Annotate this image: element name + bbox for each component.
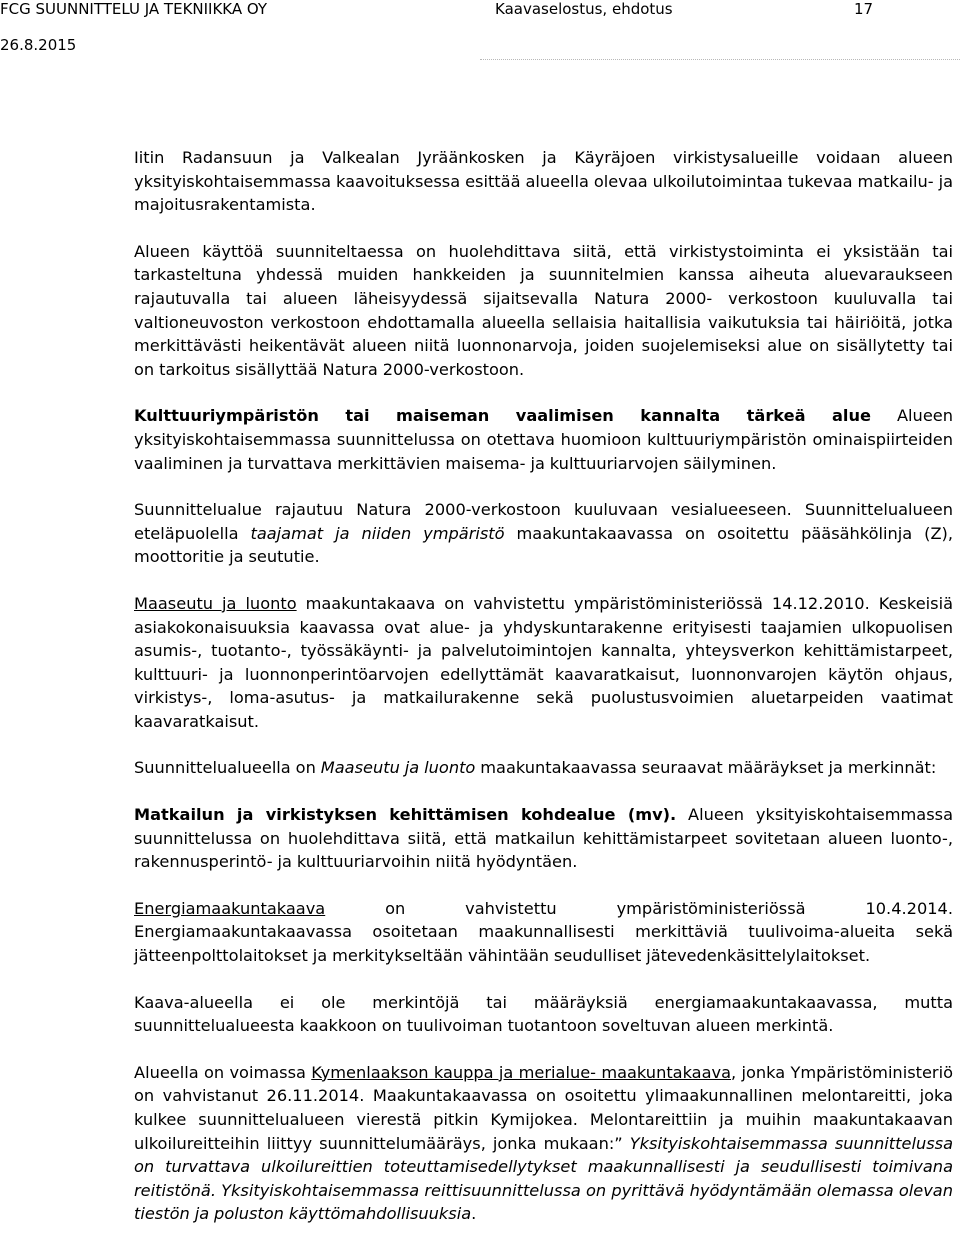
page-header <box>0 0 960 62</box>
paragraph-text: on vahvistettu ympäristöministeriössä 10.4.2014. Energiamaakuntakaavassa osoitetaan maakunnallisesti merkittäviä tuulivoima-alueita sekä jätteenpolttolaitokset ja merkitykseltään vähintään seudulliset jätevedenkäsittelylaitokset. <box>134 898 953 966</box>
paragraph-heading: Kulttuuriympäristön tai maiseman vaalimisen kannalta tärkeä alue <box>134 406 871 426</box>
paragraph-text: maakuntakaavassa seuraavat määräykset ja merkinnät: <box>475 758 937 778</box>
paragraph-energy-regional-plan <box>134 897 953 968</box>
link-kymenlaakso-plan[interactable]: Kymenlaakson kauppa ja merialue- maakuntakaava <box>311 1062 732 1082</box>
header-company-name: FCG SUUNNITTELU JA TEKNIIKKA OY <box>0 0 268 18</box>
document-body <box>134 146 953 1249</box>
paragraph-heading: Matkailun ja virkistyksen kehittämisen kohdealue (mv). <box>134 805 677 825</box>
paragraph-italic-quote: Yksityiskohtaisemmassa suunnittelussa on turvattava ulkoilureittien toteuttamisedellytykset maakunnallisesti ja seudullisesti toimivana reitistönä. Yksityiskohtaisemmassa reittisuunnittelussa on pyrittävä hyödyntämään olemassa olevan tiestön ja poluston käyttömahdollisuuksia <box>134 1133 953 1224</box>
paragraph-plan-regulations-intro <box>134 756 953 780</box>
paragraph-text: maakuntakaavassa on osoitettu pääsähkölinja (Z), moottoritie ja seututie. <box>134 523 954 567</box>
header-page-number: 17 <box>854 0 874 18</box>
paragraph-cultural-environment <box>134 404 953 475</box>
paragraph-text: Alueen yksityiskohtaisemmassa suunnittelussa on otettava huomioon kulttuuriympäristön ominaispiirteiden vaaliminen ja turvattava merkittävien maisema- ja kulttuuriarvojen säilyminen. <box>134 406 953 473</box>
paragraph-text: , jonka Ympäristöministeriö on vahvistanut 26.11.2014. Maakuntakaavassa on osoitettu ylimaakunnallinen melontareitti, joka kulkee suunnittelualueen vierestä pitkin Kymijokea. Melontareittiin ja muihin maakuntakaavan ulkoilureitteihin liittyy suunnittelumääräys, jonka mukaan:” <box>134 1062 953 1153</box>
paragraph-text: . <box>471 1204 477 1224</box>
paragraph-text: Alueella on voimassa <box>134 1062 312 1082</box>
paragraph-recreation-areas <box>134 146 953 217</box>
header-date: 26.8.2015 <box>0 36 77 54</box>
paragraph-text: Alueen yksityiskohtaisemmassa suunnittelussa on huolehdittava siitä, että matkailun kehittämistarpeet sovitetaan alueen luonto-, rakennusperintö- ja kulttuuriarvoihin niitä hyödyntäen. <box>134 805 953 872</box>
paragraph-italic-term: Maaseutu ja luonto <box>320 758 476 778</box>
paragraph-text: Iitin Radansuun ja Valkealan Jyräänkosken ja Käyräjoen virkistysalueille voidaan alueen yksityiskohtaisemmassa kaavoituksessa esittää alueella olevaa ulkoilutoimintaa tukevaa matkailu- ja majoitusrakentamista. <box>134 148 953 215</box>
paragraph-text: Suunnittelualueella on <box>134 758 321 778</box>
paragraph-italic-term: taajamat ja niiden ympäristö <box>250 523 505 543</box>
paragraph-text: Kaava-alueella ei ole merkintöjä tai määräyksiä energiamaakuntakaavassa, mutta suunnittelualueesta kaakkoon on tuulivoiman tuotantoon soveltuvan alueen merkintä. <box>134 992 953 1036</box>
paragraph-maaseutu-ja-luonto <box>134 592 953 734</box>
link-maaseutu-ja-luonto[interactable]: Maaseutu ja luonto <box>134 593 297 613</box>
paragraph-tourism-development-area <box>134 803 953 874</box>
paragraph-text: Alueen käyttöä suunniteltaessa on huolehdittava siitä, että virkistystoiminta ei yksistään tai tarkasteltuna yhdessä muiden hankkeiden ja suunnitelmien kanssa aiheuta aluevaraukseen rajautuvalla tai alueen läheisyydessä sijaitsevalla Natura 2000- verkostoon kuuluvalla tai valtioneuvoston verkostoon ehdottamalla alueella sellaisia haitallisia vaikutuksia tai häiriöitä, jotka merkittävästi heikentävät alueen niitä luonnonarvoja, joiden suojelemiseksi alue on sisällytetty tai on tarkoitus sisällyttää Natura 2000-verkostoon. <box>134 241 953 379</box>
paragraph-text: maakuntakaava on vahvistettu ympäristöministeriössä 14.12.2010. Keskeisiä asiakokonaisuuksia kaavassa ovat alue- ja yhdyskuntarakenne erityisesti taajamien ulkopuolisen asumis-, tuotanto-, työssäkäynti- ja palvelutoimintojen kannalta, yhteysverkon kehittämistarpeet, kulttuuri- ja luonnonperintöarvojen edellyttämät kaavaratkaisut, luonnonvarojen käytön ohjaus, virkistys-, loma-asutus- ja matkailurakenne sekä puolustusvoimien aluetarpeiden vaatimat kaavaratkaisut. <box>134 593 954 731</box>
paragraph-planning-area-borders <box>134 498 953 569</box>
header-document-type: Kaavaselostus, ehdotus <box>495 0 673 18</box>
link-energiamaakuntakaava[interactable]: Energiamaakuntakaava <box>134 898 326 918</box>
header-divider <box>480 59 960 60</box>
paragraph-wind-power <box>134 991 953 1038</box>
paragraph-kymenlaakso-plan <box>134 1061 953 1226</box>
paragraph-text: Suunnittelualue rajautuu Natura 2000-verkostoon kuuluvaan vesialueeseen. Suunnittelualueen eteläpuolella <box>134 500 953 543</box>
paragraph-natura-impacts <box>134 240 953 382</box>
